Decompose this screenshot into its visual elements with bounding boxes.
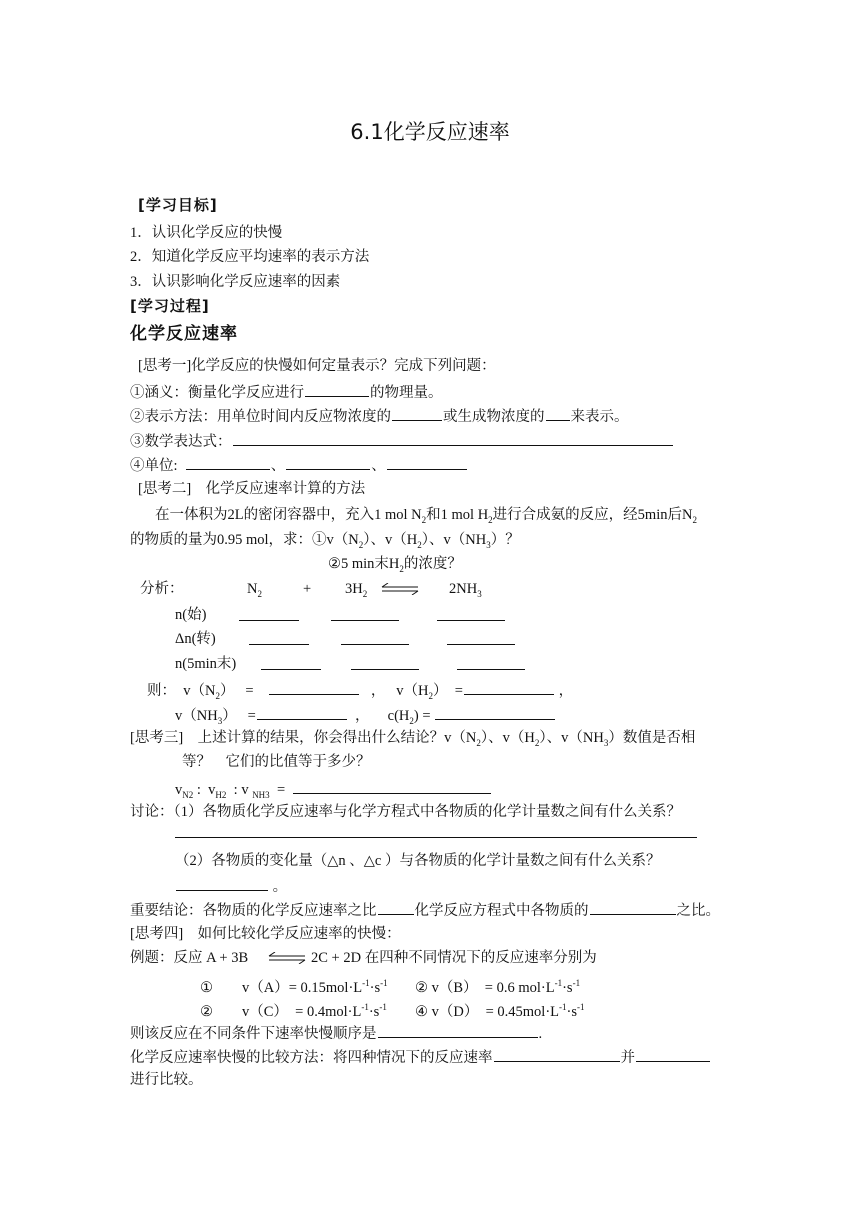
superscript: -1 — [572, 978, 581, 988]
text: ②表示方法：用单位时间内反应物浓度的 — [130, 409, 391, 425]
text: ④ v（D） = 0.45mol·L — [415, 1003, 560, 1020]
text: 和1 mol H — [426, 507, 489, 523]
text: v（N — [183, 683, 216, 699]
eq-h2 — [345, 580, 367, 603]
text: ）、v（NH — [539, 730, 604, 746]
think1-q1 — [130, 382, 443, 402]
text: ）、v（H — [480, 730, 535, 746]
text: ·s — [368, 1003, 380, 1020]
text: ① v（A）= 0.15mol·L — [200, 979, 363, 996]
text: = — [247, 708, 256, 724]
text: v — [175, 782, 183, 798]
answer-blank[interactable] — [341, 630, 409, 645]
answer-blank[interactable] — [176, 876, 268, 891]
text: 化学反应方程式中各物质的 — [414, 903, 589, 919]
subscript: 2 — [488, 514, 493, 525]
text: ） — [219, 683, 235, 699]
text: 在一体积为2L的密闭容器中，充入1 mol N — [155, 507, 422, 523]
answer-blank[interactable] — [447, 630, 515, 645]
think3-line: 等？ 它们的比值等于多少？ — [182, 754, 371, 770]
text: v（H — [396, 683, 429, 699]
text: 并 — [620, 1050, 635, 1066]
answer-blank[interactable] — [392, 406, 442, 421]
page-title: 6.1化学反应速率 — [350, 120, 510, 144]
text: ， — [370, 683, 386, 699]
text: ）、v（NH — [421, 532, 487, 548]
subscript: 2 — [417, 539, 422, 550]
superscript: -1 — [554, 978, 563, 988]
text: ·s — [369, 979, 381, 996]
think1-q2 — [130, 406, 629, 426]
row-change: Δn(转) — [175, 631, 216, 647]
answer-blank[interactable] — [175, 837, 697, 838]
subscript: 2 — [476, 737, 481, 748]
result-line-1 — [147, 680, 573, 705]
subscript: H2 — [215, 789, 227, 800]
text: ②5 min末H — [328, 556, 400, 572]
text: ·s — [566, 1003, 577, 1020]
answer-blank[interactable] — [437, 606, 505, 621]
reversible-arrow-icon — [267, 952, 307, 964]
subscript: N2 — [182, 789, 194, 800]
eq-plus: + — [303, 581, 312, 597]
text: ③数学表达式： — [130, 434, 232, 450]
text: = — [454, 683, 463, 699]
think1-intro: [思考一]化学反应的快慢如何定量表示？完成下列问题： — [138, 358, 496, 374]
discussion-q2: （2）各物质的变化量（△n 、△c ）与各物质的化学计量数之间有什么关系？ — [175, 853, 661, 869]
text: = — [245, 683, 254, 699]
conclusion — [130, 900, 720, 920]
subscript: 2 — [257, 588, 262, 599]
text: ①涵义：衡量化学反应进行 — [130, 385, 304, 401]
discussion-q1: 讨论：（1）各物质化学反应速率与化学方程式中各物质的化学计量数之间有什么关系？ — [130, 804, 681, 820]
answer-blank[interactable] — [351, 655, 419, 670]
ratio-line: $v_{N2}$ : $v_{H2}$ : v $_{NH3}$ = — [175, 779, 492, 804]
subscript: 2 — [428, 690, 434, 701]
answer-blank[interactable] — [233, 431, 673, 446]
superscript: -1 — [361, 1002, 369, 1012]
text: ， — [355, 708, 370, 724]
rate-case-3 — [200, 998, 387, 1021]
text: 的物质的量为0.95 mol，求：①v（N — [130, 532, 359, 548]
text: 例题：反应 A + 3B — [130, 950, 249, 966]
text: [思考三] 上述计算的结果，你会得出什么结论？v（N — [130, 730, 477, 746]
eq-n2 — [247, 580, 262, 603]
order-question — [130, 1023, 542, 1043]
method-line — [130, 1047, 711, 1067]
subscript: 2 — [421, 514, 427, 525]
method-line-end: 进行比较。 — [130, 1072, 203, 1088]
answer-blank[interactable] — [249, 630, 309, 645]
answer-blank[interactable] — [331, 606, 399, 621]
text: 或生成物浓度的 — [443, 409, 545, 425]
text: 的物理量。 — [370, 385, 443, 401]
think2-para — [155, 506, 697, 529]
discussion-answer — [175, 876, 287, 896]
think2-intro: [思考二] 化学反应速率计算的方法 — [138, 481, 366, 497]
superscript: -1 — [380, 978, 388, 988]
think3-line — [130, 729, 695, 752]
text: = — [276, 782, 286, 798]
text: 重要结论：各物质的化学反应速率之比 — [130, 903, 377, 919]
row-start: n(始) — [175, 607, 207, 623]
text: 的浓度？ — [403, 556, 462, 572]
answer-blank[interactable] — [590, 900, 676, 915]
subscript: 3 — [217, 715, 223, 726]
text: 之比。 — [676, 903, 720, 919]
text: 。 — [272, 879, 288, 895]
goal-item: 1．认识化学反应的快慢 — [130, 225, 283, 241]
answer-blank[interactable] — [464, 680, 554, 695]
superscript: -1 — [559, 1002, 567, 1012]
answer-blank[interactable] — [494, 1047, 620, 1062]
think2-para — [328, 555, 462, 578]
think4-intro: [思考四] 如何比较化学反应速率的快慢： — [130, 926, 401, 942]
answer-blank[interactable] — [293, 779, 491, 794]
text: 则该反应在不同条件下速率快慢顺序是 — [130, 1026, 377, 1042]
goal-item: 2．知道化学反应平均速率的表示方法 — [130, 249, 370, 265]
answer-blank[interactable] — [286, 455, 370, 470]
answer-blank[interactable] — [457, 655, 525, 670]
subscript: 2 — [362, 588, 368, 599]
text: N — [247, 581, 258, 597]
subscript: 3 — [477, 588, 482, 599]
answer-blank[interactable] — [269, 680, 359, 695]
text: = — [422, 708, 431, 724]
answer-blank[interactable] — [305, 382, 369, 397]
text: ）、v（H — [363, 532, 418, 548]
process-heading: [学习过程] — [130, 297, 210, 315]
analysis-label: 分析： — [140, 581, 184, 597]
superscript: -1 — [577, 1002, 585, 1012]
answer-blank[interactable] — [378, 1023, 538, 1038]
superscript: -1 — [362, 978, 370, 988]
subscript: 3 — [486, 539, 491, 550]
text: ）数值是否相 — [608, 730, 696, 746]
text: 来表示。 — [570, 409, 629, 425]
answer-blank[interactable] — [186, 455, 270, 470]
subscript: 2 — [358, 539, 364, 550]
subscript: NH3 — [252, 789, 270, 800]
goal-item: 3．认识影响化学反应速率的因素 — [130, 274, 341, 290]
think1-q4 — [130, 455, 468, 475]
answer-blank[interactable] — [261, 655, 321, 670]
text: ， — [558, 683, 574, 699]
example-line — [130, 949, 248, 967]
row-end: n(5min末) — [175, 656, 237, 672]
rate-case-2 — [415, 974, 580, 997]
answer-blank[interactable] — [387, 455, 467, 470]
think2-para — [130, 531, 520, 554]
text: ·s — [562, 979, 573, 996]
answer-blank[interactable] — [378, 900, 414, 915]
text: v — [241, 782, 249, 798]
text: v — [208, 782, 216, 798]
text: . — [538, 1026, 543, 1042]
text: ） — [433, 683, 448, 699]
answer-blank[interactable] — [239, 606, 299, 621]
subscript: 3 — [603, 737, 609, 748]
text: 进行合成氨的反应，经5min后N — [492, 507, 693, 523]
text: ）？ — [490, 532, 520, 548]
rate-case-4 — [415, 998, 585, 1021]
text: c(H — [387, 708, 410, 724]
text: ④单位: — [130, 458, 178, 474]
text: ② v（C） = 0.4mol·L — [200, 1003, 362, 1020]
text: ） — [222, 708, 237, 724]
text: 化学反应速率快慢的比较方法：将四种情况下的反应速率 — [130, 1050, 493, 1066]
result-line-2: $v(NH_3)$ = ， $c(H_2)$ = — [175, 705, 556, 730]
example-line: 2C + 2D 在四种不同情况下的反应速率分别为 — [311, 950, 597, 966]
subscript: 2 — [692, 514, 697, 525]
reversible-arrow-icon — [380, 583, 420, 595]
subscript: 2 — [409, 715, 414, 726]
text: v（NH — [175, 708, 218, 724]
subscript: 2 — [534, 737, 540, 748]
separator: 、 — [371, 458, 386, 474]
text: 3H — [345, 581, 363, 597]
text: 2NH — [449, 581, 478, 597]
subscript: 2 — [215, 690, 220, 701]
rate-case-1 — [200, 974, 388, 997]
separator: 、 — [270, 458, 286, 474]
answer-blank[interactable] — [257, 705, 347, 720]
superscript: -1 — [379, 1002, 387, 1012]
answer-blank[interactable] — [636, 1047, 710, 1062]
answer-blank[interactable] — [435, 705, 555, 720]
eq-nh3 — [449, 580, 482, 603]
subscript: 2 — [399, 563, 404, 574]
section-title: 化学反应速率 — [130, 324, 238, 344]
text: ② v（B） = 0.6 mol·L — [415, 979, 555, 996]
goals-heading: [学习目标] — [138, 196, 218, 214]
answer-blank[interactable] — [546, 406, 570, 421]
think1-q3 — [130, 431, 674, 451]
text: 则： — [147, 683, 176, 699]
